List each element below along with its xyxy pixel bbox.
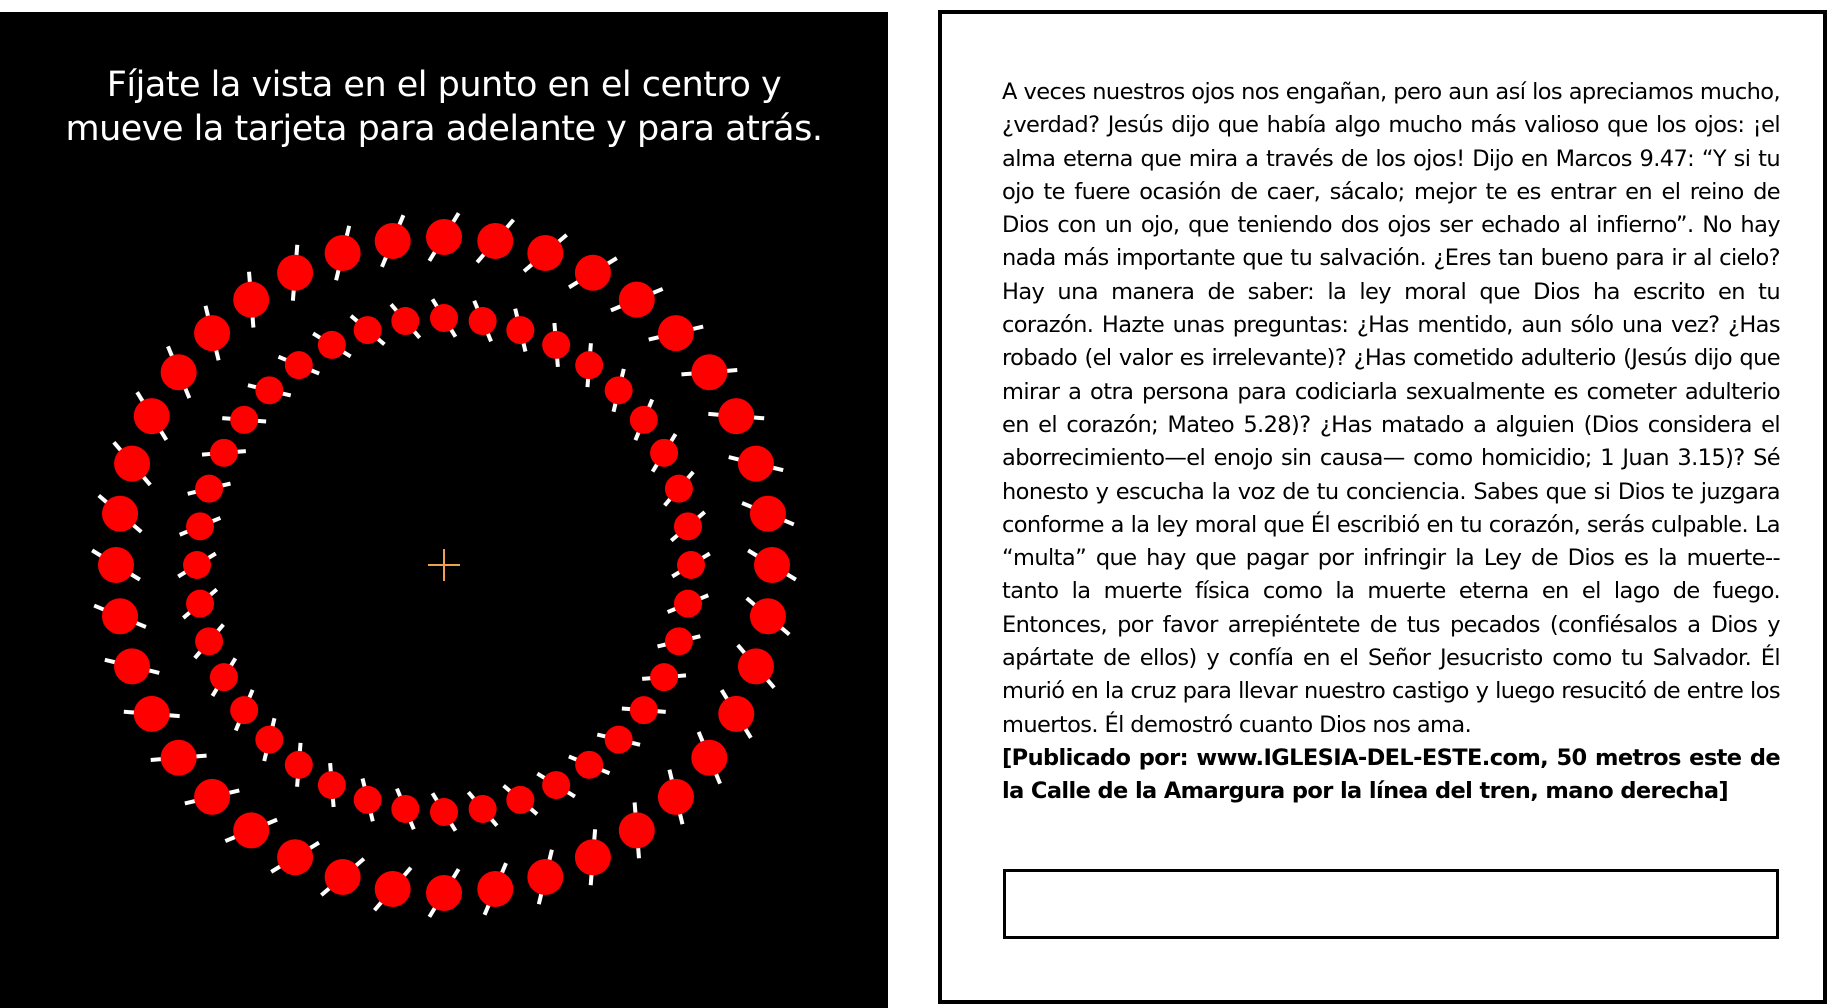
outer-ring-dot — [325, 226, 361, 280]
outer-ring-dot — [271, 839, 319, 875]
outer-ring-dot-circle — [619, 812, 655, 848]
outer-ring-dot-circle — [375, 223, 411, 259]
outer-ring-dot-circle — [194, 779, 230, 815]
publisher-info: [Publicado por: www.IGLESIA-DEL-ESTE.com, 50 metros este de la Calle de la Amargura por la línea del tren, mano derecha] — [1002, 744, 1780, 805]
outer-ring-dot-circle — [161, 354, 197, 390]
outer-ring-dot-circle — [750, 496, 786, 532]
outer-ring-dot — [729, 446, 783, 482]
outer-ring-dot — [92, 547, 140, 583]
outer-ring-dot — [611, 282, 663, 318]
outer-ring-dot — [738, 645, 774, 688]
inner-ring-dot-circle — [285, 351, 313, 379]
outer-ring-dot — [708, 398, 764, 434]
outer-ring-dot — [748, 547, 796, 583]
inner-ring-dot — [285, 743, 313, 787]
inner-ring-dot — [248, 376, 291, 404]
inner-ring-dot-circle — [430, 798, 458, 826]
outer-ring-dot-circle — [102, 598, 138, 634]
inner-ring-dot — [278, 351, 319, 379]
inner-ring-dot-circle — [650, 439, 678, 467]
outer-ring-dot-circle — [750, 598, 786, 634]
outer-ring-dot — [225, 812, 277, 848]
inner-ring-dot — [255, 718, 283, 761]
inner-ring-dot-circle — [650, 663, 678, 691]
outer-ring-dot-circle — [619, 282, 655, 318]
outer-ring-dot — [161, 346, 197, 398]
fixation-cross — [428, 549, 460, 581]
outer-ring-dot — [233, 272, 269, 328]
inner-ring-dot — [506, 309, 534, 352]
outer-ring-dot — [375, 868, 411, 911]
outer-ring-dot — [105, 648, 159, 684]
inner-ring-dot — [642, 663, 686, 691]
inner-ring-dot — [202, 439, 246, 467]
inner-ring-dot-circle — [665, 627, 693, 655]
inner-ring-dot — [597, 726, 640, 754]
inner-ring-dot — [622, 696, 666, 724]
outer-ring-dot-circle — [718, 398, 754, 434]
inner-ring-dot — [183, 589, 216, 618]
inner-ring-dot-circle — [255, 726, 283, 754]
outer-ring-dot — [94, 598, 146, 634]
outer-ring-dot-circle — [161, 740, 197, 776]
outer-ring-dot-circle — [738, 446, 774, 482]
inner-ring-dot-circle — [630, 696, 658, 724]
outer-ring-dot — [477, 220, 513, 263]
outer-ring-dot — [151, 740, 207, 776]
tract-text — [1002, 76, 1780, 809]
outer-ring-dot — [375, 215, 411, 267]
inner-ring-dot — [665, 472, 694, 505]
outer-ring-dot — [742, 496, 794, 532]
inner-ring-dot — [650, 434, 678, 472]
outer-ring-dot — [691, 732, 727, 784]
outer-ring-dot-circle — [527, 235, 563, 271]
inner-ring-dot-circle — [354, 316, 382, 344]
outer-ring-dot-circle — [277, 839, 313, 875]
inner-ring-dot — [391, 304, 420, 337]
outer-ring-dot-circle — [98, 547, 134, 583]
instruction-line-1: Fíjate la vista en el punto en el centro y — [106, 65, 782, 105]
outer-ring-dot-circle — [134, 696, 170, 732]
outer-ring-dot-circle — [134, 398, 170, 434]
outer-ring-dot-circle — [325, 859, 361, 895]
outer-ring-dot-circle — [718, 696, 754, 732]
inner-ring-dot-circle — [542, 331, 570, 359]
outer-ring-dot — [134, 392, 170, 440]
outer-ring-dot — [527, 850, 563, 904]
inner-ring-dot — [180, 512, 221, 540]
inner-ring-dot — [537, 771, 575, 799]
outer-ring-dot — [426, 213, 462, 261]
inner-ring-dot — [575, 343, 603, 387]
outer-ring-dot-circle — [658, 315, 694, 351]
outer-ring-dot — [114, 442, 150, 485]
inner-ring-dot-circle — [575, 351, 603, 379]
inner-ring-dot — [351, 316, 384, 345]
inner-ring-dot-circle — [318, 331, 346, 359]
outer-ring-dot-circle — [426, 875, 462, 911]
inner-ring-dot-circle — [605, 726, 633, 754]
inner-ring-dot-circle — [195, 475, 223, 503]
outer-ring-dot — [99, 496, 142, 532]
outer-ring-dot — [619, 802, 655, 858]
tract-body: A veces nuestros ojos nos engañan, pero aun así los apreciamos mucho, ¿verdad? Jesús dijo que había algo mucho más valioso que los ojos: ¡el alma eterna que mira a través de los ojos! Dijo en Marcos 9.47: “Y si tu ojo te fuere ocasión de caer, sácalo; mejor te es entrar en el reino de Dios con un ojo, que teniendo dos ojos ser echado al infierno”. No hay nada más importante que tu salvación. ¿Eres tan bueno para ir al cielo? Hay una manera de saber: la ley moral que Dios ha escrito en tu corazón. Hazte unas preguntas: ¿Has mentido, aun sólo una vez? ¿Has robado (el valor es irrelevante)? ¿Has cometido adulterio (Jesús dijo que mirar a otra persona para codiciarla sexualmente es cometer adulterio en el corazón; Mateo 5.28)? ¿Has matado a alguien (Dios considera el aborrecimiento—el enojo sin causa— como homicidio; 1 Juan 3.15)? Sé honesto y escucha la voz de tu conciencia. Sabes que si Dios te juzgara conforme a la ley moral que Él escribió en tu corazón, serás culpable. La “multa” que hay que pagar por infringir la Ley de Dios es la muerte--tanto la muerte física como la muerte eterna en el lago de fuego. Entonces, por favor arrepiéntete de tus pecados (confiésalos a Dios y apártate de ellos) y confía en el Señor Jesucristo como tu Salvador. Él murió en la cruz para llevar nuestro castigo y luego resucitó de entre los muertos. Él demostró cuanto Dios nos ama. — [1002, 79, 1780, 738]
inner-ring-dot-circle — [630, 406, 658, 434]
inner-ring-dot-circle — [605, 376, 633, 404]
outer-ring-dot — [524, 235, 567, 271]
outer-ring-dot-circle — [375, 871, 411, 907]
outer-ring-dot — [477, 863, 513, 915]
inner-ring-dot-circle — [391, 795, 419, 823]
inner-ring-dot — [318, 763, 346, 807]
outer-ring-dot — [569, 255, 617, 291]
inner-ring-dot — [222, 406, 266, 434]
inner-ring-dot-circle — [391, 307, 419, 335]
inner-ring-dot — [430, 793, 458, 831]
inner-ring-dot-circle — [665, 475, 693, 503]
inner-ring-dot — [469, 301, 497, 342]
outer-ring-dot-circle — [527, 859, 563, 895]
inner-ring-dot-circle — [255, 376, 283, 404]
inner-ring-dot-circle — [210, 439, 238, 467]
outer-ring-dot — [426, 869, 462, 917]
rotating-rings-illusion — [0, 12, 888, 1008]
inner-ring-dot-circle — [285, 751, 313, 779]
inner-ring-dot — [668, 590, 709, 618]
inner-ring-dot-circle — [430, 304, 458, 332]
inner-ring-dot-circle — [469, 795, 497, 823]
outer-ring-dot-circle — [738, 648, 774, 684]
inner-ring-dot-circle — [186, 512, 214, 540]
inner-ring-dot — [605, 369, 633, 412]
outer-ring-dot-circle — [477, 871, 513, 907]
outer-ring-dot-circle — [325, 235, 361, 271]
inner-ring-dot — [430, 299, 458, 337]
inner-ring-dot-circle — [674, 590, 702, 618]
tract-card — [938, 10, 1827, 1004]
outer-ring-dot-circle — [575, 839, 611, 875]
outer-ring-dot-circle — [426, 219, 462, 255]
inner-ring-dot — [188, 475, 231, 503]
outer-ring-dot — [649, 315, 703, 351]
outer-ring-dot — [747, 598, 790, 634]
outer-ring-dot — [658, 770, 694, 824]
outer-ring-dot — [277, 245, 313, 301]
outer-ring-dot-circle — [477, 223, 513, 259]
inner-ring-dot-circle — [230, 406, 258, 434]
outer-ring-dot-circle — [102, 496, 138, 532]
inner-ring-dot — [658, 627, 701, 655]
inner-ring-dot — [542, 323, 570, 367]
inner-ring-dot — [230, 690, 258, 731]
inner-ring-dot-circle — [210, 663, 238, 691]
inner-ring-dot — [672, 551, 710, 579]
inner-ring-dot-circle — [674, 512, 702, 540]
inner-ring-dot — [630, 399, 658, 440]
outer-ring-dot — [185, 779, 239, 815]
illusion-card — [0, 12, 888, 1008]
stamp-box — [1003, 869, 1779, 939]
inner-ring-dot-circle — [506, 786, 534, 814]
inner-ring-dot — [569, 751, 610, 779]
outer-ring-dot — [575, 829, 611, 885]
inner-ring-dot — [178, 551, 216, 579]
outer-ring-dot-circle — [691, 354, 727, 390]
outer-ring-dot — [124, 696, 180, 732]
inner-ring-dot — [391, 789, 419, 830]
outer-ring-dot — [194, 306, 230, 360]
inner-ring-dot-circle — [506, 316, 534, 344]
outer-ring-dot — [321, 859, 364, 895]
inner-ring-dot-circle — [318, 771, 346, 799]
inner-ring-dot — [504, 786, 537, 815]
outer-ring-dot-circle — [194, 315, 230, 351]
inner-ring-dot-circle — [354, 786, 382, 814]
inner-ring-dot-circle — [230, 696, 258, 724]
outer-ring-dot-circle — [114, 446, 150, 482]
inner-ring-dot — [195, 625, 224, 658]
outer-ring-dot — [718, 690, 754, 738]
inner-ring-dot — [354, 779, 382, 822]
outer-ring-dot — [681, 354, 737, 390]
inner-ring-dot-circle — [469, 307, 497, 335]
outer-ring-dot-circle — [691, 740, 727, 776]
inner-ring-dot-circle — [195, 627, 223, 655]
inner-ring-dot — [468, 792, 497, 825]
inner-ring-dot-circle — [186, 590, 214, 618]
outer-ring-dot-circle — [233, 282, 269, 318]
inner-ring-dot-circle — [183, 551, 211, 579]
outer-ring-dot-circle — [658, 779, 694, 815]
inner-ring-dot — [210, 658, 238, 696]
outer-ring-dot-circle — [575, 255, 611, 291]
inner-ring-dot-circle — [575, 751, 603, 779]
outer-ring-dot-circle — [277, 255, 313, 291]
inner-ring-dot-circle — [542, 771, 570, 799]
outer-ring-dot-circle — [233, 812, 269, 848]
outer-ring-dot-circle — [114, 648, 150, 684]
inner-ring-dot — [313, 331, 351, 359]
inner-ring-dot — [671, 512, 704, 541]
instruction-line-2: mueve la tarjeta para adelante y para atrás. — [65, 108, 823, 149]
inner-ring-dot-circle — [677, 551, 705, 579]
outer-ring-dot-circle — [754, 547, 790, 583]
